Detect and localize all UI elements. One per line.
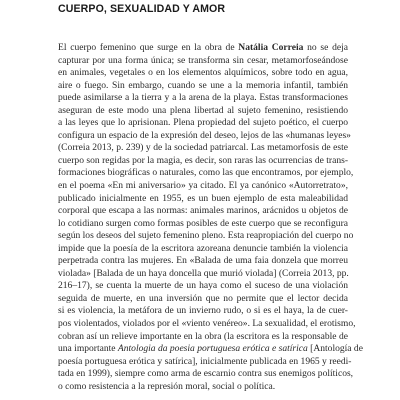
text-line	[58, 318, 356, 331]
text-run: no se deja	[303, 42, 348, 53]
text-line	[58, 268, 348, 281]
text-run: impide que la poesía de la escritora azoreana denuncie también la violencia	[58, 242, 348, 254]
text-line	[58, 105, 348, 118]
text-run: seguida de muerte, en una inversión que no permite que el lector decida	[58, 292, 348, 304]
section-title: CUERPO, SEXUALIDAD Y AMOR	[58, 3, 226, 15]
text-run: lo cotidiano surgen como formas posibles de este cuerpo que se reconfigura	[58, 217, 348, 229]
text-run: a las leyes que lo aprisionan. Plena propiedad del sujeto poético, el cuerpo	[58, 117, 348, 129]
text-run: [Antología de	[307, 343, 363, 355]
text-line	[58, 193, 348, 206]
author-name: Natália Correia	[238, 42, 304, 53]
text-line	[58, 205, 348, 218]
text-line	[58, 293, 348, 306]
text-run: si es violencia, la metáfora de un invierno rudo, o si es el haya, la de cuer-	[58, 305, 348, 317]
text-run: capturar por una forma única; se transforma sin cesar, metamorfoseándose	[58, 54, 348, 66]
text-line	[58, 67, 348, 80]
text-run: corporal que escapa a las normas: animales marinos, arácnidos u objetos de	[58, 205, 348, 217]
text-line	[58, 280, 348, 293]
text-run: o como resistencia a la represión moral, social o política.	[58, 380, 276, 392]
text-line	[58, 381, 348, 394]
text-line	[58, 331, 348, 344]
text-line	[58, 218, 348, 231]
text-run: puede asimilarse a la tierra y a la arena de la playa. Estas transformaciones	[58, 92, 348, 104]
text-run: en animales, vegetales o en los elementos alquímicos, sobre todo en agua,	[58, 67, 348, 79]
text-line	[58, 117, 348, 130]
text-line	[58, 355, 352, 369]
text-line	[58, 305, 348, 318]
text-run: según los deseos del sujeto femenino pleno. Esta reapropiación del cuerpo no	[58, 230, 354, 242]
text-run: violada» [Balada de un haya doncella que murió violada] (Correia 2013, pp.	[58, 267, 349, 279]
text-run: una importante	[58, 343, 118, 355]
text-run: El cuerpo femenino que surge en la obra de	[58, 42, 239, 53]
text-line	[58, 142, 348, 155]
text-run: (Correia 2013, p. 239) y de la sociedad patriarcal. Las metamorfosis de este	[58, 142, 348, 154]
text-line	[58, 230, 354, 243]
text-line	[58, 343, 363, 356]
text-line	[58, 368, 354, 381]
text-run: perpetrada contra las mujeres. En «Balada de uma faia donzela que morreu	[58, 255, 348, 267]
text-line	[58, 167, 354, 180]
text-line	[58, 255, 348, 268]
book-title: Antologia da poesia portuguesa erótica e satírica	[117, 343, 308, 355]
text-run: 216–17), se cuenta la muerte de un haya como el suceso de una violación	[58, 280, 348, 292]
text-run: tada en 1999), siempre como arma de escarnio contra sus enemigos políticos,	[58, 368, 354, 380]
text-run: cuerpo son regidas por la magia, es decir, son raras las ocurrencias de trans-	[58, 154, 348, 166]
text-run: cobran así un relieve importante en la obra (la escritora es la responsable de	[58, 330, 348, 342]
text-run: publicado inicialmente en 1955, es un buen ejemplo de esta maleabilidad	[58, 192, 348, 204]
text-line	[58, 243, 348, 256]
text-run: aire o fuego. Sin embargo, cuando se une a la memoria infantil, también	[58, 79, 348, 91]
text-line	[58, 80, 348, 93]
text-run: pos violentados, violados por el «viento venéreo». La sexualidad, el erotismo,	[58, 318, 356, 330]
text-run: configura un espacio de la expresión del deseo, lejos de las «humanas leyes»	[58, 129, 351, 141]
body-paragraph	[58, 42, 363, 393]
text-line	[58, 129, 351, 143]
text-run: aseguran de este modo una plena libertad al sujeto femenino, resistiendo	[58, 104, 348, 116]
text-line	[58, 92, 348, 105]
text-line	[58, 155, 348, 168]
text-run: formaciones biográficas o naturales, como las que encontramos, por ejemplo,	[58, 167, 354, 179]
text-run: poesía portuguesa erótica y satírica], inicialmente publicada en 1965 y reedi-	[58, 355, 352, 367]
text-run: en el poema «En mi aniversario» ya citado. El ya canónico «Autorretrato»,	[58, 180, 348, 192]
text-line	[58, 42, 348, 55]
text-line	[58, 55, 348, 68]
text-line	[58, 180, 348, 193]
